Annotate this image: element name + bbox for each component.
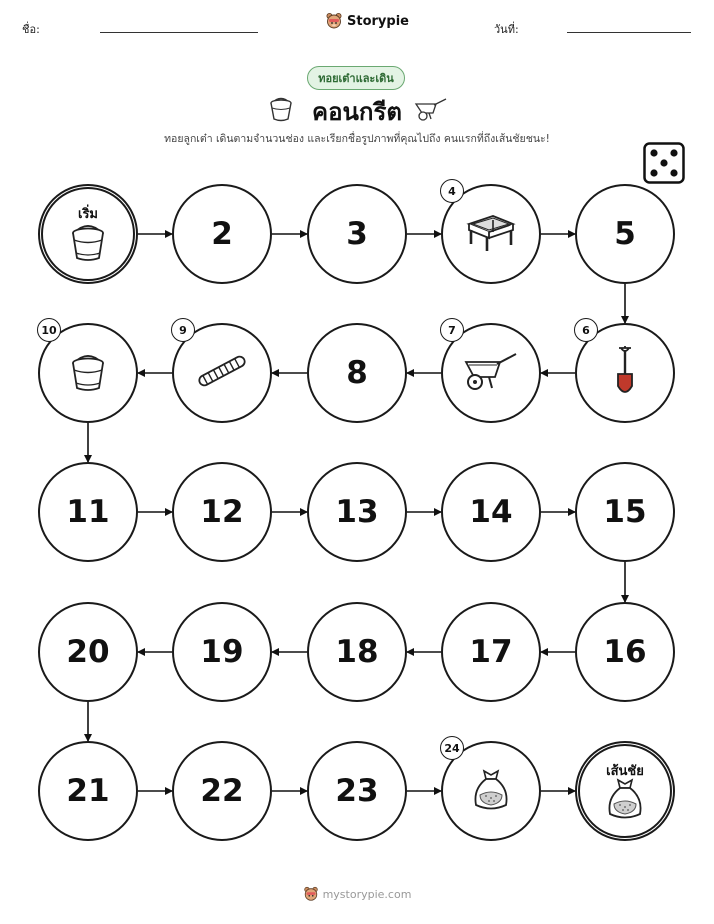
name-label: ชื่อ: (22, 23, 40, 36)
space-number: 5 (614, 216, 636, 252)
space-number-badge: 4 (440, 179, 464, 203)
space-number: 18 (335, 634, 379, 670)
board-space (38, 602, 138, 702)
brand-name: Storypie (347, 13, 409, 29)
board-space (172, 184, 272, 284)
cement-bag-icon (469, 765, 513, 817)
space-number-badge: 9 (171, 318, 195, 342)
board-space (441, 462, 541, 562)
board-space (307, 602, 407, 702)
space-number: 11 (66, 494, 110, 530)
space-number: 20 (66, 634, 110, 670)
wheelbarrow-icon (462, 350, 520, 396)
rebar-icon (193, 353, 251, 393)
space-number: 16 (603, 634, 647, 670)
space-number: 12 (200, 494, 244, 530)
board-space (172, 602, 272, 702)
board-space (575, 184, 675, 284)
space-number: 14 (469, 494, 513, 530)
space-number: 8 (346, 355, 368, 391)
space-number: 21 (66, 773, 110, 809)
board-space (441, 602, 541, 702)
start-label: เริ่ม (78, 207, 98, 222)
space-number: 13 (335, 494, 379, 530)
board-space (307, 462, 407, 562)
date-label: วันที่: (494, 23, 519, 36)
board-space (38, 741, 138, 841)
board-space (172, 462, 272, 562)
space-number-badge: 7 (440, 318, 464, 342)
board-space (575, 462, 675, 562)
space-number: 3 (346, 216, 368, 252)
space-number: 2 (211, 216, 233, 252)
space-number: 19 (200, 634, 244, 670)
page-title: คอนกรีต (312, 98, 402, 126)
space-number-badge: 6 (574, 318, 598, 342)
board-space (441, 741, 541, 841)
cement-bag-icon (603, 774, 647, 826)
start-space (38, 184, 138, 284)
board-space (38, 462, 138, 562)
board-space (441, 184, 541, 284)
board-space (307, 323, 407, 423)
board-space (575, 323, 675, 423)
finish-label: เส้นชัย (606, 764, 644, 779)
space-number: 15 (603, 494, 647, 530)
space-number: 22 (200, 773, 244, 809)
finish-space (575, 741, 675, 841)
space-number-badge: 24 (440, 736, 464, 760)
footer-site: mystorypie.com (322, 887, 412, 901)
board-space (172, 741, 272, 841)
board-space (38, 323, 138, 423)
board-space (441, 323, 541, 423)
mortar-tub-icon (463, 210, 519, 258)
space-number-badge: 10 (37, 318, 61, 342)
board-space (307, 741, 407, 841)
space-number: 17 (469, 634, 513, 670)
bucket-icon (68, 219, 108, 267)
footer (0, 886, 714, 902)
board-space (307, 184, 407, 284)
game-type-tag: ทอยเต๋าและเดิน (307, 66, 405, 90)
shovel-icon (612, 344, 638, 402)
board-space (575, 602, 675, 702)
instructions: ทอยลูกเต๋า เดินตามจำนวนช่อง และเรียกชื่อรูปภาพที่คุณไปถึง คนแรกที่ถึงเส้นชัยชนะ! (164, 133, 550, 145)
space-number: 23 (335, 773, 379, 809)
board-space (172, 323, 272, 423)
bucket-icon (68, 349, 108, 397)
bear-mascot-icon (303, 886, 319, 902)
